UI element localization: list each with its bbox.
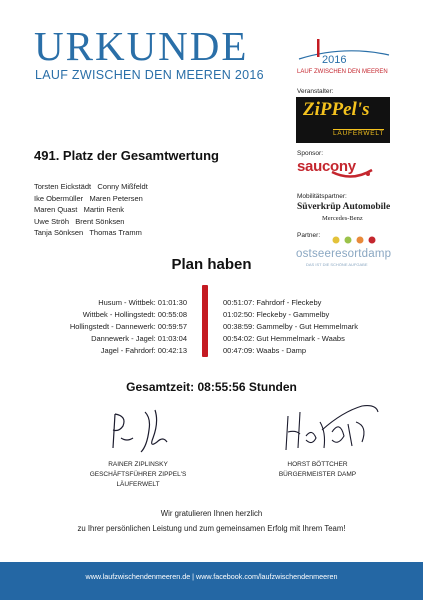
split-times-left	[40, 297, 187, 357]
signature-left	[105, 408, 175, 456]
suverkrup-logo: Süverkrüp Automobile	[297, 202, 391, 212]
congratulations-text	[0, 506, 423, 536]
split-divider-bar	[202, 285, 208, 357]
team-members-list	[34, 181, 148, 239]
member-name: Conny Mißfeldt	[97, 182, 148, 191]
signer-left-title: GESCHÄFTSFÜHRER ZIPPEL'S LÄUFERWELT	[89, 471, 187, 488]
signer-left	[68, 460, 208, 490]
signer-right-title: BÜRGERMEISTER DAMP	[278, 471, 357, 478]
logo-year: 2016	[322, 54, 347, 66]
member-row	[34, 181, 148, 193]
footer-bar	[0, 562, 423, 600]
certificate-title: URKUNDE	[34, 23, 249, 69]
congrats-line-2: zu Ihrer persönlichen Leistung und zum gemeinsamen Erfolg mit Ihrem Team!	[77, 524, 346, 533]
member-name: Ike Obermüller	[34, 193, 84, 203]
overall-placement: 491. Platz der Gesamtwertung	[34, 148, 219, 163]
signer-right	[240, 460, 395, 480]
congrats-line-1: Wir gratulieren Ihnen herzlich	[160, 509, 263, 518]
split-time: 00:51:07: Fahrdorf - Fleckeby	[223, 298, 322, 307]
zippels-logo-sub: LÄUFERWELT	[333, 130, 385, 137]
partner-label: Partner:	[297, 232, 321, 239]
member-name: Brent Sönksen	[75, 216, 125, 226]
signer-left-name: RAINER ZIPLINSKY	[108, 461, 168, 468]
member-row	[34, 193, 148, 205]
event-subtitle: LAUF ZWISCHEN DEN MEEREN 2016	[35, 68, 264, 82]
split-time: Hollingstedt - Dannewerk: 00:59:57	[69, 322, 187, 331]
member-name: Martin Renk	[83, 205, 125, 215]
team-name: Plan haben	[171, 256, 252, 273]
split-times-right	[223, 297, 358, 357]
split-time: Wittbek - Hollingstedt: 00:55:08	[82, 310, 187, 319]
member-name: Torsten Eickstädt	[34, 182, 92, 191]
split-time: 00:54:02: Gut Hemmelmark - Waabs	[223, 334, 345, 343]
signature-right	[282, 402, 382, 458]
split-time: Dannewerk - Jagel: 01:03:04	[91, 334, 187, 343]
ostsee-resort-logo: ostseeresortdamp	[296, 248, 392, 260]
zippels-logo-text: ZiPPel's	[303, 99, 370, 120]
member-name: Uwe Ströh	[34, 216, 70, 226]
split-time: 00:38:59: Gammelby - Gut Hemmelmark	[223, 322, 359, 331]
member-name: Maren Petersen	[89, 193, 143, 203]
member-row	[34, 204, 148, 216]
ostsee-resort-tagline: DAS IST DIE SCHÖNE AUFGABE	[306, 262, 368, 267]
split-time: Jagel - Fahrdorf: 00:42:13	[100, 346, 187, 355]
mercedes-benz-text: Mercedes-Benz	[322, 215, 363, 222]
mobility-label: Mobilitätspartner:	[297, 193, 347, 200]
logo-text: LAUF ZWISCHEN DEN MEEREN	[297, 69, 388, 75]
total-time: Gesamtzeit: 08:55:56 Stunden	[126, 380, 297, 394]
signer-right-name: HORST BÖTTCHER	[287, 461, 348, 468]
sponsor-label: Sponsor:	[297, 150, 324, 157]
split-time: 00:47:09: Waabs - Damp	[223, 346, 307, 355]
partner-dots-icon	[330, 234, 378, 246]
saucony-swoosh-icon	[330, 168, 374, 182]
split-time: 01:02:50: Fleckeby - Gammelby	[223, 310, 330, 319]
member-row	[34, 216, 148, 228]
split-time: Husum - Wittbek: 01:01:30	[98, 298, 187, 307]
member-name: Tanja Sönksen	[34, 228, 84, 238]
member-name: Maren Quast	[34, 205, 78, 215]
organizer-label: Veranstalter:	[297, 88, 334, 95]
member-row	[34, 227, 148, 239]
footer-links[interactable]: www.laufzwischendenmeeren.de | www.facebook.com/laufzwischendenmeeren	[85, 572, 338, 581]
saucony-logo: saucony	[297, 158, 356, 175]
member-name: Thomas Tramm	[89, 228, 142, 238]
